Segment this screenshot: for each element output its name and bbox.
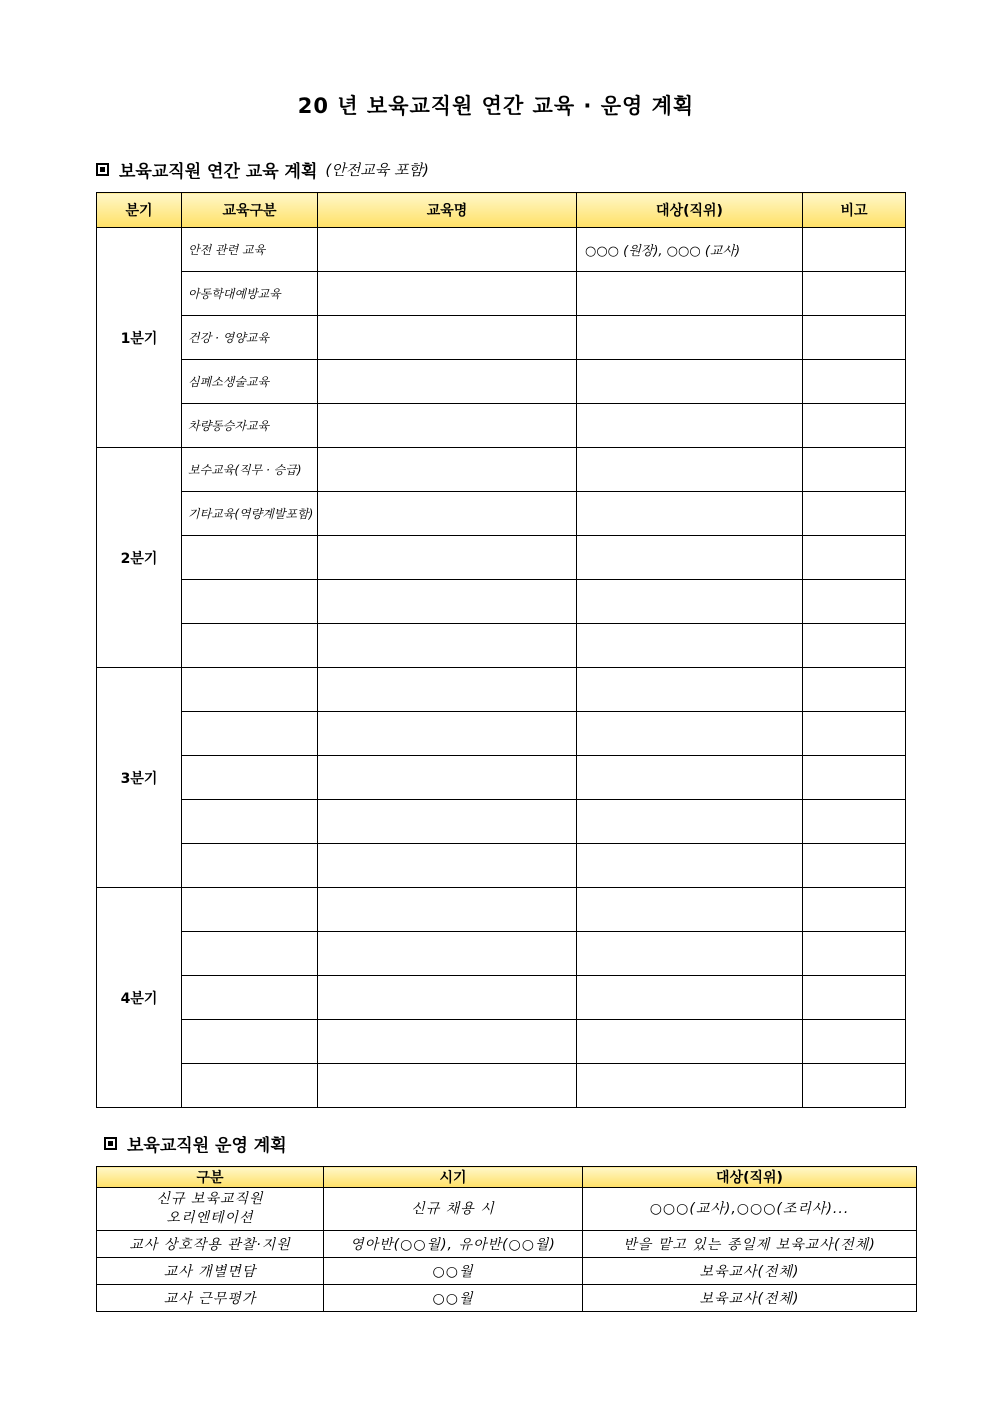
target-cell [577, 536, 803, 580]
header-course-name: 교육명 [318, 193, 577, 228]
table-row [97, 888, 906, 932]
table-row [97, 976, 906, 1020]
target-cell [577, 1064, 803, 1108]
target-cell: 보육교사(전체) [583, 1285, 917, 1312]
remarks-cell [803, 1064, 906, 1108]
remarks-cell [803, 932, 906, 976]
page-title: 20 년 보육교직원 연간 교육 · 운영 계획 [297, 94, 695, 118]
category-cell [182, 536, 318, 580]
target-cell [577, 360, 803, 404]
time-cell: ○○월 [324, 1285, 583, 1312]
table-row [97, 272, 906, 316]
table-row [97, 756, 906, 800]
course-name-cell [318, 844, 577, 888]
remarks-cell [803, 668, 906, 712]
section1-heading [96, 157, 429, 182]
square-bullet-icon [96, 163, 109, 176]
remarks-cell [803, 844, 906, 888]
table-row [97, 360, 906, 404]
course-name-cell [318, 492, 577, 536]
category-cell [182, 580, 318, 624]
remarks-cell [803, 800, 906, 844]
table-row [97, 1231, 917, 1258]
operation-plan-table [96, 1166, 917, 1312]
course-name-cell [318, 316, 577, 360]
remarks-cell [803, 448, 906, 492]
course-name-cell [318, 888, 577, 932]
course-name-cell [318, 536, 577, 580]
category-cell [182, 932, 318, 976]
table-row [97, 1188, 917, 1231]
quarter-label: 1분기 [97, 228, 182, 448]
table-row [97, 1285, 917, 1312]
section2-heading-text: 보육교직원 운영 계획 [127, 1136, 287, 1156]
category-cell [182, 1064, 318, 1108]
target-cell: ○○○(교사),○○○(조리사)... [583, 1188, 917, 1231]
quarter-label: 4분기 [97, 888, 182, 1108]
target-cell [577, 756, 803, 800]
remarks-cell [803, 624, 906, 668]
target-cell [577, 624, 803, 668]
remarks-cell [803, 712, 906, 756]
target-cell: 보육교사(전체) [583, 1258, 917, 1285]
section1-note: (안전교육 포함) [325, 161, 429, 179]
category-cell [182, 668, 318, 712]
time-cell: ○○월 [324, 1258, 583, 1285]
category-cell: 건강 · 영양교육 [182, 316, 318, 360]
kind-cell: 교사 근무평가 [97, 1285, 324, 1312]
table-header-row [97, 193, 906, 228]
category-cell [182, 712, 318, 756]
course-name-cell [318, 800, 577, 844]
category-cell: 아동학대예방교육 [182, 272, 318, 316]
course-name-cell [318, 712, 577, 756]
remarks-cell [803, 404, 906, 448]
table-row [97, 932, 906, 976]
time-cell: 신규 채용 시 [324, 1188, 583, 1231]
time-cell: 영아반(○○월), 유아반(○○월) [324, 1231, 583, 1258]
remarks-cell [803, 756, 906, 800]
kind-cell: 교사 개별면담 [97, 1258, 324, 1285]
table-row [97, 316, 906, 360]
table-row [97, 228, 906, 272]
table-row [97, 580, 906, 624]
header-target: 대상(직위) [583, 1167, 917, 1188]
table-row [97, 668, 906, 712]
category-cell [182, 800, 318, 844]
table-row [97, 1064, 906, 1108]
target-cell [577, 316, 803, 360]
remarks-cell [803, 492, 906, 536]
category-cell [182, 624, 318, 668]
course-name-cell [318, 1064, 577, 1108]
category-cell [182, 976, 318, 1020]
remarks-cell [803, 316, 906, 360]
target-cell [577, 668, 803, 712]
course-name-cell [318, 448, 577, 492]
table-row [97, 1020, 906, 1064]
table-row [97, 712, 906, 756]
course-name-cell [318, 1020, 577, 1064]
table-row [97, 844, 906, 888]
course-name-cell [318, 668, 577, 712]
target-cell [577, 1020, 803, 1064]
table-row [97, 404, 906, 448]
target-cell [577, 404, 803, 448]
header-target: 대상(직위) [577, 193, 803, 228]
target-cell [577, 448, 803, 492]
category-cell: 보수교육(직무 · 승급) [182, 448, 318, 492]
course-name-cell [318, 580, 577, 624]
target-cell [577, 844, 803, 888]
category-cell [182, 888, 318, 932]
category-cell: 기타교육(역량계발포함) [182, 492, 318, 536]
target-cell: ○○○ (원장), ○○○ (교사) [577, 228, 803, 272]
target-cell: 반을 맡고 있는 종일제 보육교사(전체) [583, 1231, 917, 1258]
remarks-cell [803, 272, 906, 316]
remarks-cell [803, 1020, 906, 1064]
table-header-row [97, 1167, 917, 1188]
header-category: 교육구분 [182, 193, 318, 228]
remarks-cell [803, 228, 906, 272]
target-cell [577, 800, 803, 844]
square-bullet-icon [104, 1137, 117, 1150]
course-name-cell [318, 404, 577, 448]
header-quarter: 분기 [97, 193, 182, 228]
remarks-cell [803, 536, 906, 580]
section1-heading-text: 보육교직원 연간 교육 계획 [119, 162, 318, 182]
remarks-cell [803, 976, 906, 1020]
kind-cell: 교사 상호작용 관찰·지원 [97, 1231, 324, 1258]
category-cell [182, 756, 318, 800]
category-cell: 심폐소생술교육 [182, 360, 318, 404]
table-row [97, 1258, 917, 1285]
category-cell: 안전 관련 교육 [182, 228, 318, 272]
category-cell [182, 1020, 318, 1064]
course-name-cell [318, 624, 577, 668]
table-row [97, 800, 906, 844]
category-cell: 차량동승자교육 [182, 404, 318, 448]
section2-heading [104, 1131, 287, 1156]
course-name-cell [318, 932, 577, 976]
quarter-label: 2분기 [97, 448, 182, 668]
target-cell [577, 976, 803, 1020]
course-name-cell [318, 228, 577, 272]
course-name-cell [318, 360, 577, 404]
target-cell [577, 580, 803, 624]
category-cell [182, 844, 318, 888]
target-cell [577, 492, 803, 536]
table-row [97, 624, 906, 668]
table-row [97, 536, 906, 580]
kind-cell: 신규 보육교직원 오리엔테이션 [97, 1188, 324, 1231]
header-kind: 구분 [97, 1167, 324, 1188]
quarter-label: 3분기 [97, 668, 182, 888]
remarks-cell [803, 360, 906, 404]
table-row [97, 492, 906, 536]
remarks-cell [803, 580, 906, 624]
remarks-cell [803, 888, 906, 932]
course-name-cell [318, 272, 577, 316]
education-plan-table [96, 192, 906, 1108]
course-name-cell [318, 976, 577, 1020]
header-time: 시기 [324, 1167, 583, 1188]
table-row [97, 448, 906, 492]
target-cell [577, 712, 803, 756]
target-cell [577, 888, 803, 932]
target-cell [577, 272, 803, 316]
header-remarks: 비고 [803, 193, 906, 228]
target-cell [577, 932, 803, 976]
course-name-cell [318, 756, 577, 800]
